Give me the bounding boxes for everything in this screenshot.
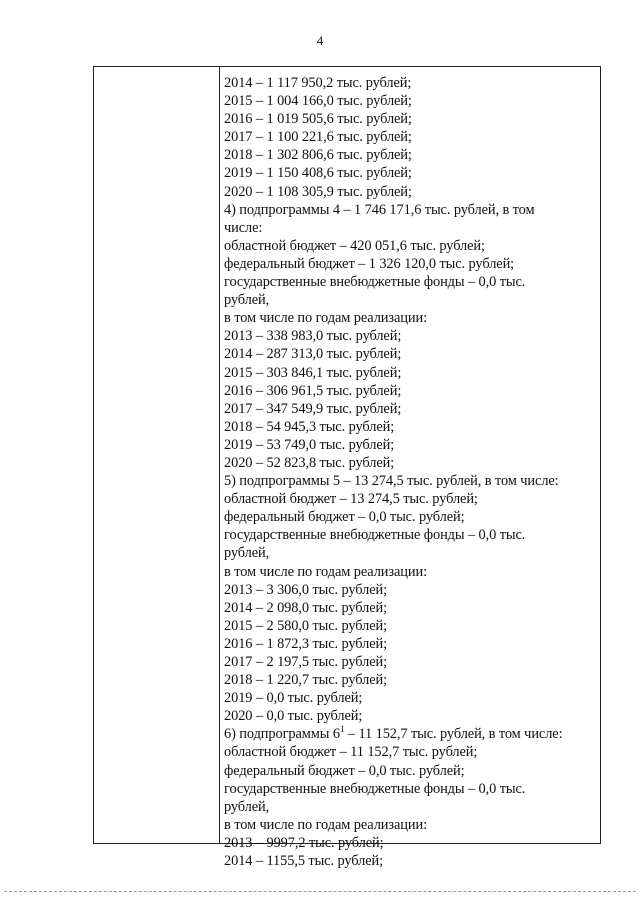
subprogram-6-suffix: – 11 152,7 тыс. рублей, в том числе: [344, 726, 563, 743]
text-line: 2017 – 1 100 221,6 тыс. рублей; [224, 129, 412, 146]
text-line: 2014 – 287 313,0 тыс. рублей; [224, 346, 402, 363]
text-line: в том числе по годам реализации: [224, 310, 427, 327]
text-line: 2019 – 53 749,0 тыс. рублей; [224, 436, 395, 453]
column-divider [219, 67, 220, 843]
text-line: 2013 – 3 306,0 тыс. рублей; [224, 581, 388, 598]
text-line: федеральный бюджет – 0,0 тыс. рублей; [224, 509, 465, 526]
text-line: 2018 – 1 302 806,6 тыс. рублей; [224, 147, 412, 164]
text-line: 2018 – 54 945,3 тыс. рублей; [224, 418, 395, 435]
text-line: 2020 – 1 108 305,9 тыс. рублей; [224, 183, 412, 200]
text-line: государственные внебюджетные фонды – 0,0 тыс. [224, 274, 526, 291]
text-line: 2014 – 2 098,0 тыс. рублей; [224, 599, 388, 616]
text-line: государственные внебюджетные фонды – 0,0 тыс. [224, 527, 526, 544]
text-line: 2016 – 1 872,3 тыс. рублей; [224, 635, 388, 652]
text-line: 2017 – 347 549,9 тыс. рублей; [224, 400, 402, 417]
text-line: рублей, [224, 292, 270, 309]
subprogram-6-superscript: 1 [339, 723, 345, 734]
text-line: областной бюджет – 13 274,5 тыс. рублей; [224, 491, 478, 508]
text-line: областной бюджет – 11 152,7 тыс. рублей; [224, 744, 478, 761]
subprogram-6-prefix: 6) подпрограммы 6 [224, 726, 340, 743]
text-line: 2015 – 303 846,1 тыс. рублей; [224, 364, 402, 381]
text-line: 5) подпрограммы 5 – 13 274,5 тыс. рублей, в том числе: [224, 473, 559, 490]
text-line: областной бюджет – 420 051,6 тыс. рублей; [224, 237, 485, 254]
text-line: рублей, [224, 545, 270, 562]
text-line: 2019 – 1 150 408,6 тыс. рублей; [224, 165, 412, 182]
footer-divider [4, 891, 636, 892]
text-line: 2013 – 9997,2 тыс. рублей; [224, 834, 384, 851]
table-cell-content [224, 74, 596, 870]
text-line: 2016 – 1 019 505,6 тыс. рублей; [224, 111, 412, 128]
text-line: 2014 – 1 117 950,2 тыс. рублей; [224, 75, 412, 91]
text-line: 2015 – 1 004 166,0 тыс. рублей; [224, 93, 412, 110]
text-line: федеральный бюджет – 1 326 120,0 тыс. рублей; [224, 255, 515, 272]
text-line: в том числе по годам реализации: [224, 816, 427, 833]
table-frame [93, 66, 601, 870]
text-line: 2019 – 0,0 тыс. рублей; [224, 690, 363, 707]
text-line: рублей, [224, 798, 270, 815]
text-line: в том числе по годам реализации: [224, 563, 427, 580]
subprogram-6-heading [224, 725, 596, 743]
text-line: числе: [224, 219, 263, 236]
text-line: 2014 – 1155,5 тыс. рублей; [224, 853, 383, 870]
text-line: 2020 – 52 823,8 тыс. рублей; [224, 454, 395, 471]
text-line: 2016 – 306 961,5 тыс. рублей; [224, 382, 402, 399]
text-line: государственные внебюджетные фонды – 0,0 тыс. [224, 780, 526, 797]
text-line: 2018 – 1 220,7 тыс. рублей; [224, 672, 388, 689]
text-line: 2015 – 2 580,0 тыс. рублей; [224, 617, 388, 634]
text-line: 4) подпрограммы 4 – 1 746 171,6 тыс. рублей, в том [224, 201, 535, 218]
text-line: 2013 – 338 983,0 тыс. рублей; [224, 328, 402, 345]
text-line: 2017 – 2 197,5 тыс. рублей; [224, 654, 388, 670]
page-number: 4 [316, 33, 324, 48]
text-line: федеральный бюджет – 0,0 тыс. рублей; [224, 762, 465, 779]
text-line: 2020 – 0,0 тыс. рублей; [224, 708, 363, 725]
